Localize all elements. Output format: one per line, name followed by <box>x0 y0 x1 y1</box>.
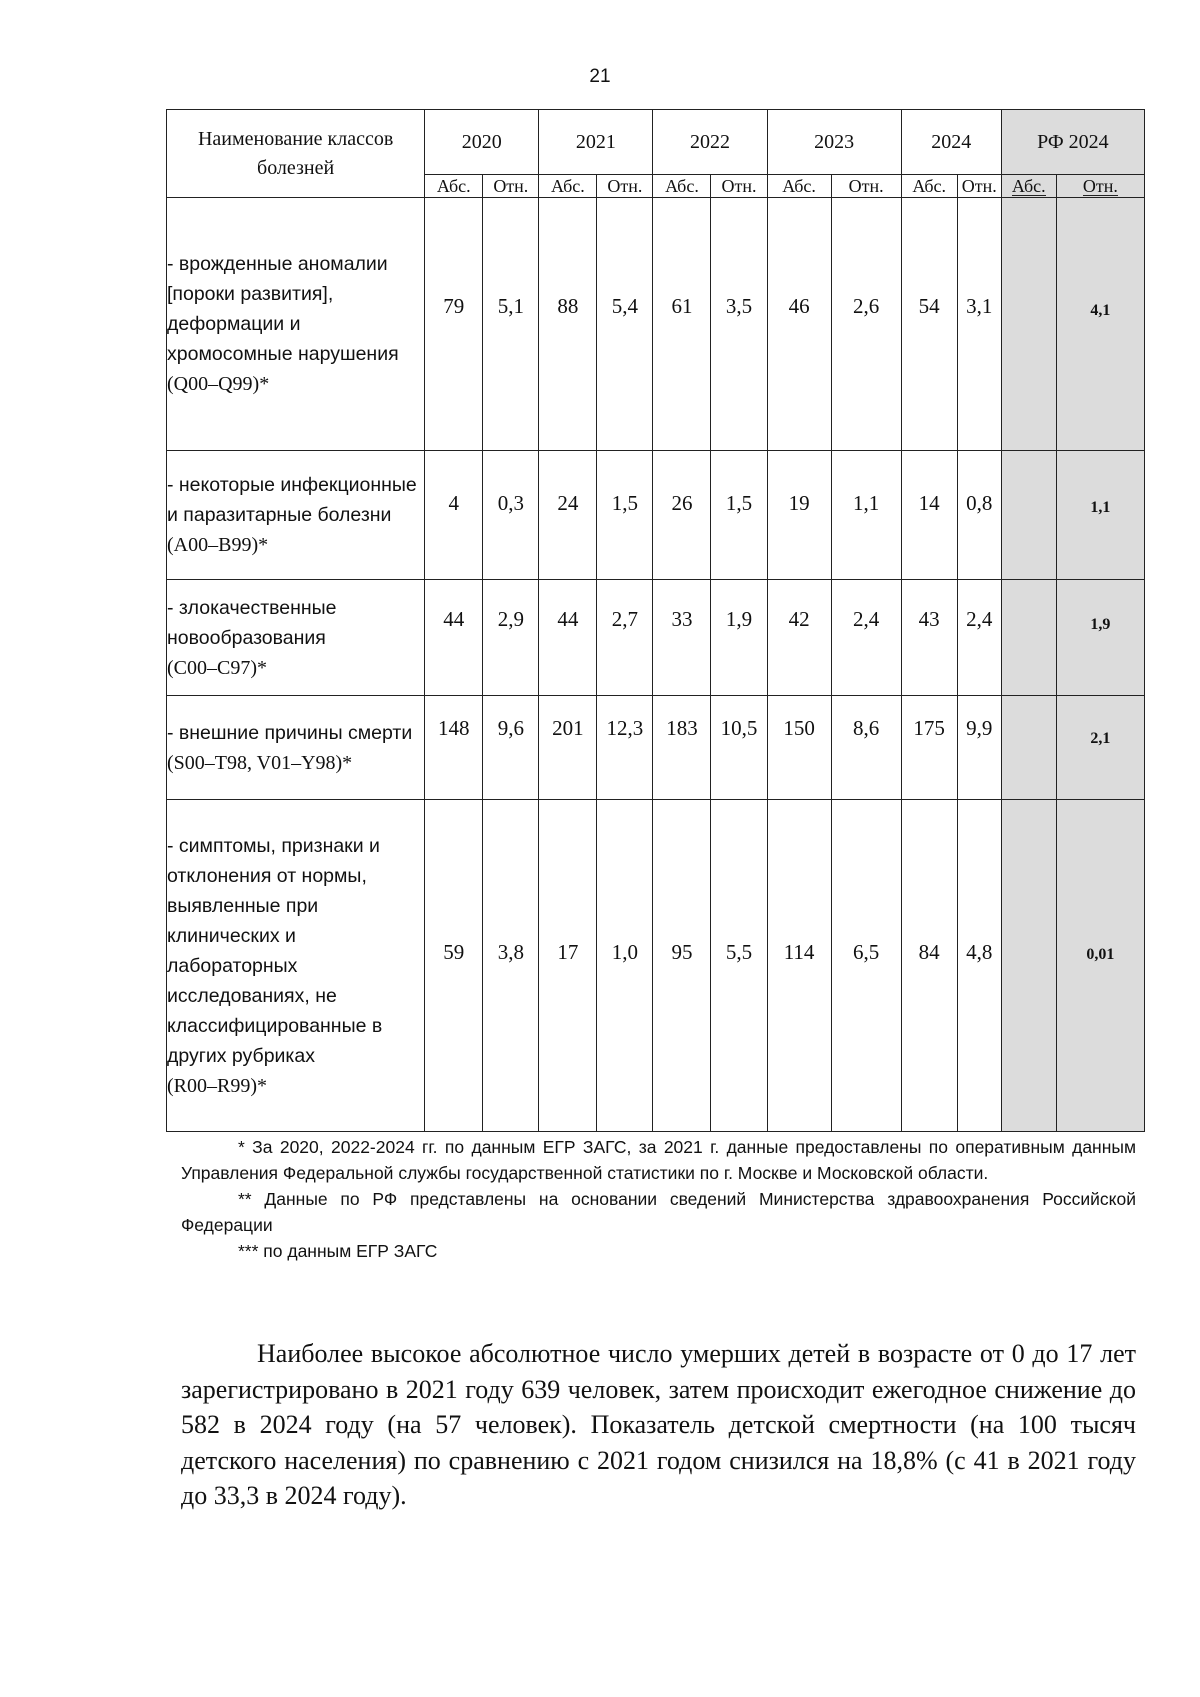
body-paragraph: Наиболее высокое абсолютное число умерших детей в возрасте от 0 до 17 лет зарегистрировано в 2021 году 639 человек, затем происходит ежегодное снижение до 582 в 2024 году (на 57 человек). Показатель детской смертности (на 100 тысяч детского населения) по сравнению с 2021 годом снизился на 18,8% (с 41 в 2021 году до 33,3 в 2024 году). <box>181 1339 1136 1510</box>
value-cell: 54 <box>901 198 957 451</box>
subheader-rel: Отн. <box>711 175 767 198</box>
rf-abs-cell <box>1001 451 1056 580</box>
value-cell: 1,9 <box>711 580 767 696</box>
header-year-2020: 2020 <box>425 110 539 175</box>
value-cell: 0,3 <box>483 451 539 580</box>
table-row <box>167 580 1145 696</box>
value-cell: 14 <box>901 451 957 580</box>
page-number: 21 <box>589 66 611 87</box>
value-cell: 44 <box>425 580 483 696</box>
value-cell: 4,8 <box>957 800 1001 1132</box>
value-cell: 2,9 <box>483 580 539 696</box>
disease-class-name: - внешние причины смерти (S00–T98, V01–Y98)* <box>167 696 425 800</box>
value-cell: 201 <box>539 696 597 800</box>
header-rf-2024: РФ 2024 <box>1001 110 1144 175</box>
value-cell: 84 <box>901 800 957 1132</box>
table-row <box>167 198 1145 451</box>
value-cell: 1,1 <box>831 451 901 580</box>
subheader-rf-abs: Абс. <box>1001 175 1056 198</box>
value-cell: 114 <box>767 800 831 1132</box>
value-cell: 3,1 <box>957 198 1001 451</box>
disease-class-name: - врожденные аномалии [пороки развития], деформации и хромосомные нарушения (Q00–Q99)* <box>167 198 425 451</box>
header-year-2022: 2022 <box>653 110 767 175</box>
value-cell: 42 <box>767 580 831 696</box>
rf-abs-cell <box>1001 198 1056 451</box>
mortality-table <box>166 109 1145 1132</box>
footnote-2: ** Данные по РФ представлены на основании сведений Министерства здравоохранения Российской Федерации <box>181 1189 1136 1235</box>
disease-class-name: - злокачественные новообразования (C00–C97)* <box>167 580 425 696</box>
value-cell: 5,4 <box>597 198 653 451</box>
value-cell: 4 <box>425 451 483 580</box>
value-cell: 2,4 <box>957 580 1001 696</box>
rf-rel-cell: 4,1 <box>1056 198 1144 451</box>
rf-abs-cell <box>1001 800 1056 1132</box>
table-row <box>167 451 1145 580</box>
footnote-1: * За 2020, 2022-2024 гг. по данным ЕГР ЗАГС, за 2021 г. данные предоставлены по оперативным данным Управления Федеральной службы государственной статистики по г. Москве и Московской области. <box>181 1137 1136 1183</box>
value-cell: 2,7 <box>597 580 653 696</box>
value-cell: 24 <box>539 451 597 580</box>
value-cell: 3,8 <box>483 800 539 1132</box>
value-cell: 10,5 <box>711 696 767 800</box>
value-cell: 1,5 <box>597 451 653 580</box>
value-cell: 3,5 <box>711 198 767 451</box>
header-disease-class: Наименование классов болезней <box>167 110 425 198</box>
table-row <box>167 696 1145 800</box>
value-cell: 26 <box>653 451 711 580</box>
disease-class-name: - некоторые инфекционные и паразитарные болезни (A00–B99)* <box>167 451 425 580</box>
value-cell: 8,6 <box>831 696 901 800</box>
subheader-abs: Абс. <box>425 175 483 198</box>
rf-rel-cell: 1,1 <box>1056 451 1144 580</box>
footnotes <box>181 1134 1136 1264</box>
value-cell: 2,4 <box>831 580 901 696</box>
subheader-rel: Отн. <box>957 175 1001 198</box>
footnote-3: *** по данным ЕГР ЗАГС <box>238 1241 438 1261</box>
rf-abs-cell <box>1001 696 1056 800</box>
subheader-abs: Абс. <box>767 175 831 198</box>
rf-rel-cell: 1,9 <box>1056 580 1144 696</box>
subheader-rf-rel: Отн. <box>1056 175 1144 198</box>
value-cell: 5,5 <box>711 800 767 1132</box>
value-cell: 95 <box>653 800 711 1132</box>
subheader-abs: Абс. <box>901 175 957 198</box>
value-cell: 148 <box>425 696 483 800</box>
subheader-abs: Абс. <box>653 175 711 198</box>
value-cell: 88 <box>539 198 597 451</box>
value-cell: 9,9 <box>957 696 1001 800</box>
value-cell: 33 <box>653 580 711 696</box>
value-cell: 43 <box>901 580 957 696</box>
rf-rel-cell: 0,01 <box>1056 800 1144 1132</box>
value-cell: 59 <box>425 800 483 1132</box>
value-cell: 175 <box>901 696 957 800</box>
value-cell: 61 <box>653 198 711 451</box>
rf-rel-cell: 2,1 <box>1056 696 1144 800</box>
body-paragraph-block <box>181 1336 1136 1514</box>
header-year-2023: 2023 <box>767 110 901 175</box>
subheader-rel: Отн. <box>831 175 901 198</box>
header-year-2024: 2024 <box>901 110 1001 175</box>
value-cell: 44 <box>539 580 597 696</box>
table-row <box>167 800 1145 1132</box>
rf-abs-cell <box>1001 580 1056 696</box>
value-cell: 1,5 <box>711 451 767 580</box>
value-cell: 46 <box>767 198 831 451</box>
subheader-abs: Абс. <box>539 175 597 198</box>
value-cell: 12,3 <box>597 696 653 800</box>
header-year-2021: 2021 <box>539 110 653 175</box>
value-cell: 150 <box>767 696 831 800</box>
value-cell: 2,6 <box>831 198 901 451</box>
value-cell: 6,5 <box>831 800 901 1132</box>
value-cell: 9,6 <box>483 696 539 800</box>
value-cell: 1,0 <box>597 800 653 1132</box>
disease-class-name: - симптомы, признаки и отклонения от нормы, выявленные при клинических и лабораторных исследованиях, не классифицированные в других рубриках (R00–R99)* <box>167 800 425 1132</box>
value-cell: 17 <box>539 800 597 1132</box>
value-cell: 183 <box>653 696 711 800</box>
subheader-rel: Отн. <box>597 175 653 198</box>
value-cell: 19 <box>767 451 831 580</box>
value-cell: 0,8 <box>957 451 1001 580</box>
value-cell: 79 <box>425 198 483 451</box>
value-cell: 5,1 <box>483 198 539 451</box>
subheader-rel: Отн. <box>483 175 539 198</box>
